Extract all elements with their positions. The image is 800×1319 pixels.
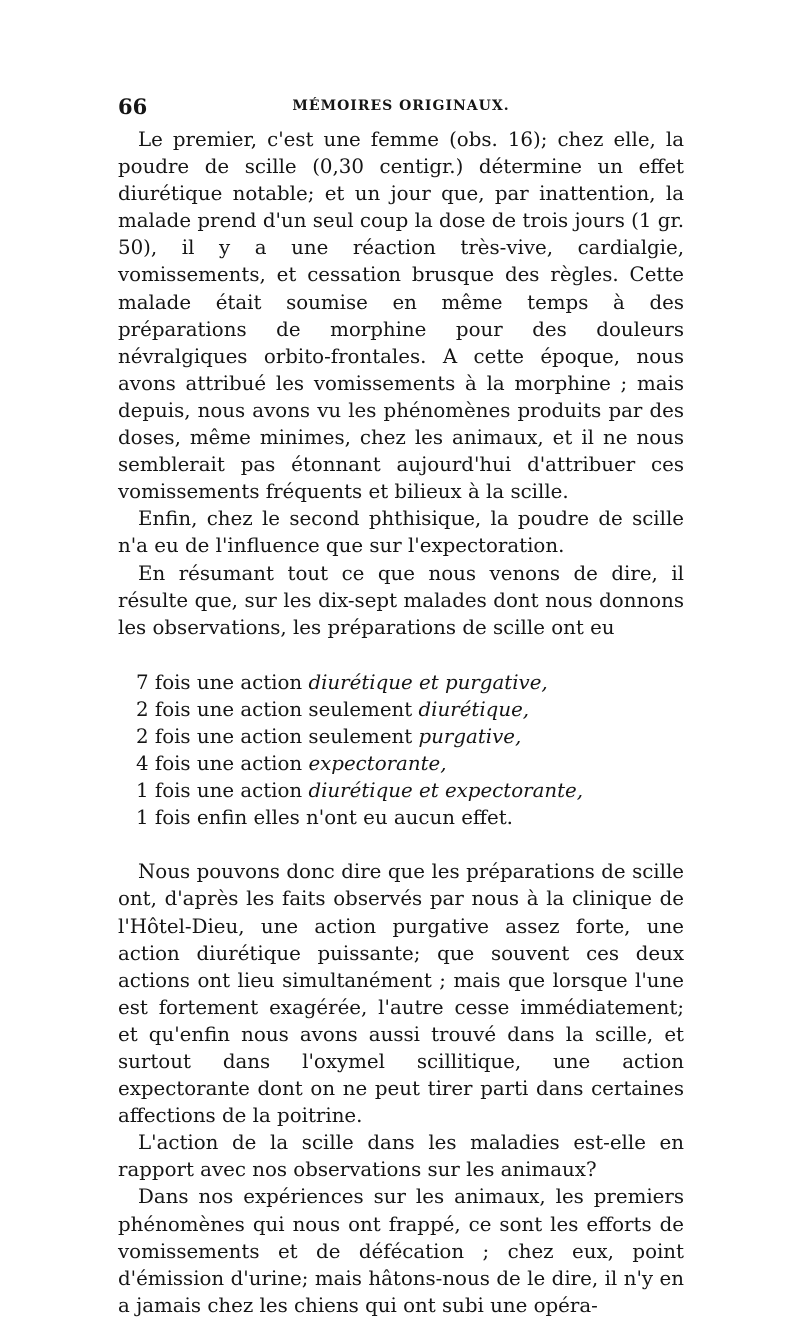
paragraph: Nous pouvons donc dire que les préparations de scille ont, d'après les faits observés par nous à la clinique de l'Hôtel-Dieu, une action purgative assez forte, une action diurétique puissante; que souvent ces deux actions ont lieu simultanément ; mais que lorsque l'une est fortement exagérée, l'autre cesse immédiatement; et qu'enfin nous avons aussi trouvé dans la scille, et surtout dans l'oxymel scillitique, une action expectorante dont on ne peut tirer parti dans certaines affections de la poitrine. (118, 860, 684, 1128)
list-item (136, 777, 684, 804)
paragraph: Dans nos expériences sur les animaux, les premiers phénomènes qui nous ont frappé, ce sont les efforts de vomissements et de défécation ; chez eux, point d'émission d'urine; mais hâtons-nous de le dire, il n'y en a jamais chez les chiens qui ont subi une opéra- (118, 1185, 684, 1317)
page-body (118, 126, 684, 1319)
list-item-text: 2 fois une action seulement (136, 697, 419, 721)
page-header (118, 94, 684, 124)
list-item (136, 669, 684, 696)
running-head: MÉMOIRES ORIGINAUX. (292, 98, 510, 114)
list-item-text: 4 fois une action (136, 752, 309, 776)
list-item (136, 750, 684, 777)
results-list (118, 669, 684, 832)
paragraph: Le premier, c'est une femme (obs. 16); chez elle, la poudre de scille (0,30 centigr.) détermine un effet diurétique notable; et un jour que, par inattention, la malade prend d'un seul coup la dose de trois jours (1 gr. 50), il y a une réaction très-vive, cardialgie, vomissements, et cessation brusque des règles. Cette malade était soumise en même temps à des préparations de morphine pour des douleurs névralgiques orbito-frontales. A cette époque, nous avons attribué les vomissements à la morphine ; mais depuis, nous avons vu les phénomènes produits par des doses, même minimes, chez les animaux, et il ne nous semblerait pas étonnant aujourd'hui d'attribuer ces vomissements fréquents et bilieux à la scille. (118, 128, 684, 504)
list-item-italic: purgative, (418, 724, 522, 748)
list-item-italic: diurétique et purgative, (308, 670, 548, 694)
list-item-text: 7 fois une action (136, 670, 309, 694)
paragraph: L'action de la scille dans les maladies est-elle en rapport avec nos observations sur les animaux? (118, 1131, 684, 1182)
paragraph: En résumant tout ce que nous venons de dire, il résulte que, sur les dix-sept malades dont nous donnons les observations, les préparations de scille ont eu (118, 561, 684, 639)
list-item-text: 2 fois une action seulement (136, 724, 419, 748)
paragraph: Enfin, chez le second phthisique, la poudre de scille n'a eu de l'influence que sur l'expectoration. (118, 507, 684, 558)
list-item-italic: diurétique et expectorante, (308, 779, 584, 803)
page-number: 66 (118, 94, 148, 119)
list-item (136, 804, 684, 831)
list-item-text: 1 fois une action (136, 779, 309, 803)
list-item (136, 696, 684, 723)
list-item-text: 1 fois enfin elles n'ont eu aucun effet. (136, 806, 513, 830)
list-item-italic: expectorante, (308, 752, 447, 776)
list-item (136, 723, 684, 750)
list-item-italic: diurétique, (418, 697, 530, 721)
